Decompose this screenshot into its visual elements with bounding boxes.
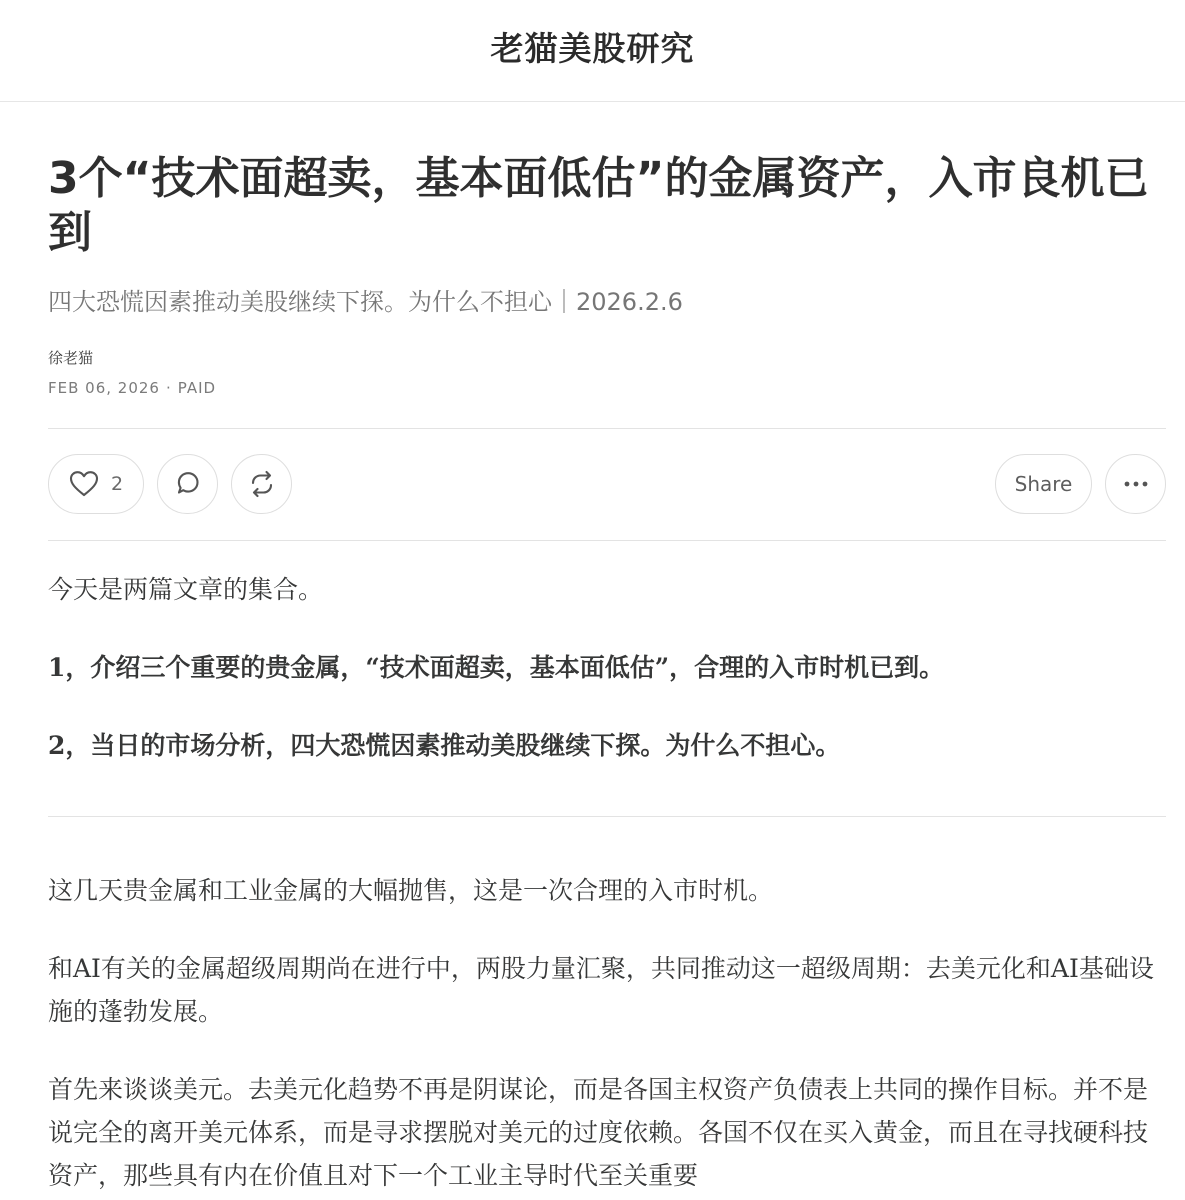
article-title: 3个“技术面超卖，基本面低估”的金属资产，入市良机已到	[48, 153, 1149, 258]
author-name[interactable]: 徐老猫	[48, 349, 94, 367]
comment-button[interactable]	[157, 454, 218, 514]
intro-paragraph: 今天是两篇文章的集合。	[48, 575, 324, 604]
section-divider	[48, 816, 1166, 817]
like-count: 2	[110, 473, 124, 495]
access-badge: PAID	[177, 379, 217, 397]
divider-top	[48, 428, 1166, 429]
restack-button[interactable]	[231, 454, 292, 514]
more-icon	[1123, 480, 1149, 488]
post-date: FEB 06, 2026	[48, 379, 160, 397]
meta-separator: ·	[165, 379, 172, 397]
comment-icon	[173, 469, 203, 499]
share-button[interactable]	[995, 454, 1092, 514]
summary-point-2: 2，当日的市场分析，四大恐慌因素推动美股继续下探。为什么不担心。	[48, 731, 841, 760]
publication-name[interactable]: 老猫美股研究	[490, 29, 695, 68]
post-meta	[48, 379, 216, 397]
body-paragraph-2: 和AI有关的金属超级周期尚在进行中，两股力量汇聚，共同推动这一超级周期：去美元化和AI基础设施的蓬勃发展。	[48, 954, 1154, 1026]
top-bar	[0, 0, 1185, 102]
heart-icon	[69, 470, 99, 498]
like-button[interactable]	[48, 454, 144, 514]
restack-icon	[247, 469, 277, 499]
more-options-button[interactable]	[1105, 454, 1166, 514]
summary-point-1: 1，介绍三个重要的贵金属，“技术面超卖，基本面低估”，合理的入市时机已到。	[48, 653, 945, 682]
article-subtitle: 四大恐慌因素推动美股继续下探。为什么不担心｜2026.2.6	[48, 288, 683, 316]
body-paragraph-1: 这几天贵金属和工业金属的大幅抛售，这是一次合理的入市时机。	[48, 876, 774, 905]
body-paragraph-3: 首先来谈谈美元。去美元化趋势不再是阴谋论，而是各国主权资产负债表上共同的操作目标。并不是说完全的离开美元体系，而是寻求摆脱对美元的过度依赖。各国不仅在买入黄金，而且在寻找硬科技资产，那些具有内在价值且对下一个工业主导时代至关重要	[48, 1075, 1149, 1190]
divider-actions	[48, 540, 1166, 541]
share-label: Share	[1014, 472, 1073, 496]
